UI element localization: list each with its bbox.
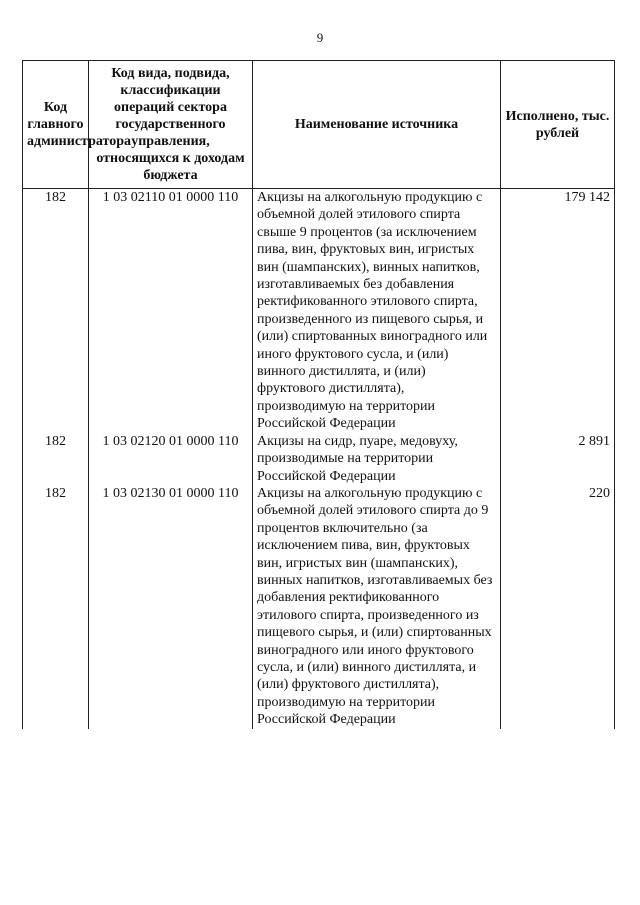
table-row — [23, 189, 615, 433]
source-name-cell: Акцизы на алкогольную продукцию с объемной долей этилового спирта свыше 9 процентов (за исключением пива, вин, фруктовых вин, игристых вин (шампанских), винных напитков, изготавливаемых без добавления ректификованного этилового спирта, произведенного из пищевого сырья, и (или) спиртованных виноградного или иного фруктового сусла, и (или) винного дистиллята, и (или) фруктового дистиллята), производимую на территории Российской Федерации — [253, 189, 501, 433]
table-header-row — [23, 61, 615, 189]
header-amount: Исполнено, тыс. рублей — [501, 61, 615, 189]
source-name-cell: Акцизы на сидр, пуаре, медовуху, производимые на территории Российской Федерации — [253, 433, 501, 485]
kbk-cell: 1 03 02110 01 0000 110 — [89, 189, 253, 433]
revenue-table — [22, 60, 615, 729]
header-kbk: Код вида, подвида, классификации операций сектора государственного управления, относящихся к доходам бюджета — [89, 61, 253, 189]
page-number: 9 — [316, 30, 324, 45]
admin-code-cell: 182 — [23, 485, 89, 729]
kbk-cell: 1 03 02130 01 0000 110 — [89, 485, 253, 729]
header-source-name: Наименование источника — [253, 61, 501, 189]
source-name-cell: Акцизы на алкогольную продукцию с объемной долей этилового спирта до 9 процентов включительно (за исключением пива, вин, фруктовых вин, игристых вин (шампанских), винных напитков, изготавливаемых без добавления ректификованного этилового спирта, произведенного из пищевого сырья, и (или) спиртованных виноградного или иного фруктового сусла, и (или) винного дистиллята, и (или) фруктового дистиллята), производимую на территории Российской Федерации — [253, 485, 501, 729]
admin-code-cell: 182 — [23, 433, 89, 485]
amount-cell: 2 891 — [501, 433, 615, 485]
kbk-cell: 1 03 02120 01 0000 110 — [89, 433, 253, 485]
table-row — [23, 485, 615, 729]
amount-cell: 179 142 — [501, 189, 615, 433]
admin-code-cell: 182 — [23, 189, 89, 433]
table-row — [23, 433, 615, 485]
amount-cell: 220 — [501, 485, 615, 729]
header-admin-code: Код главного администратора — [23, 61, 89, 189]
